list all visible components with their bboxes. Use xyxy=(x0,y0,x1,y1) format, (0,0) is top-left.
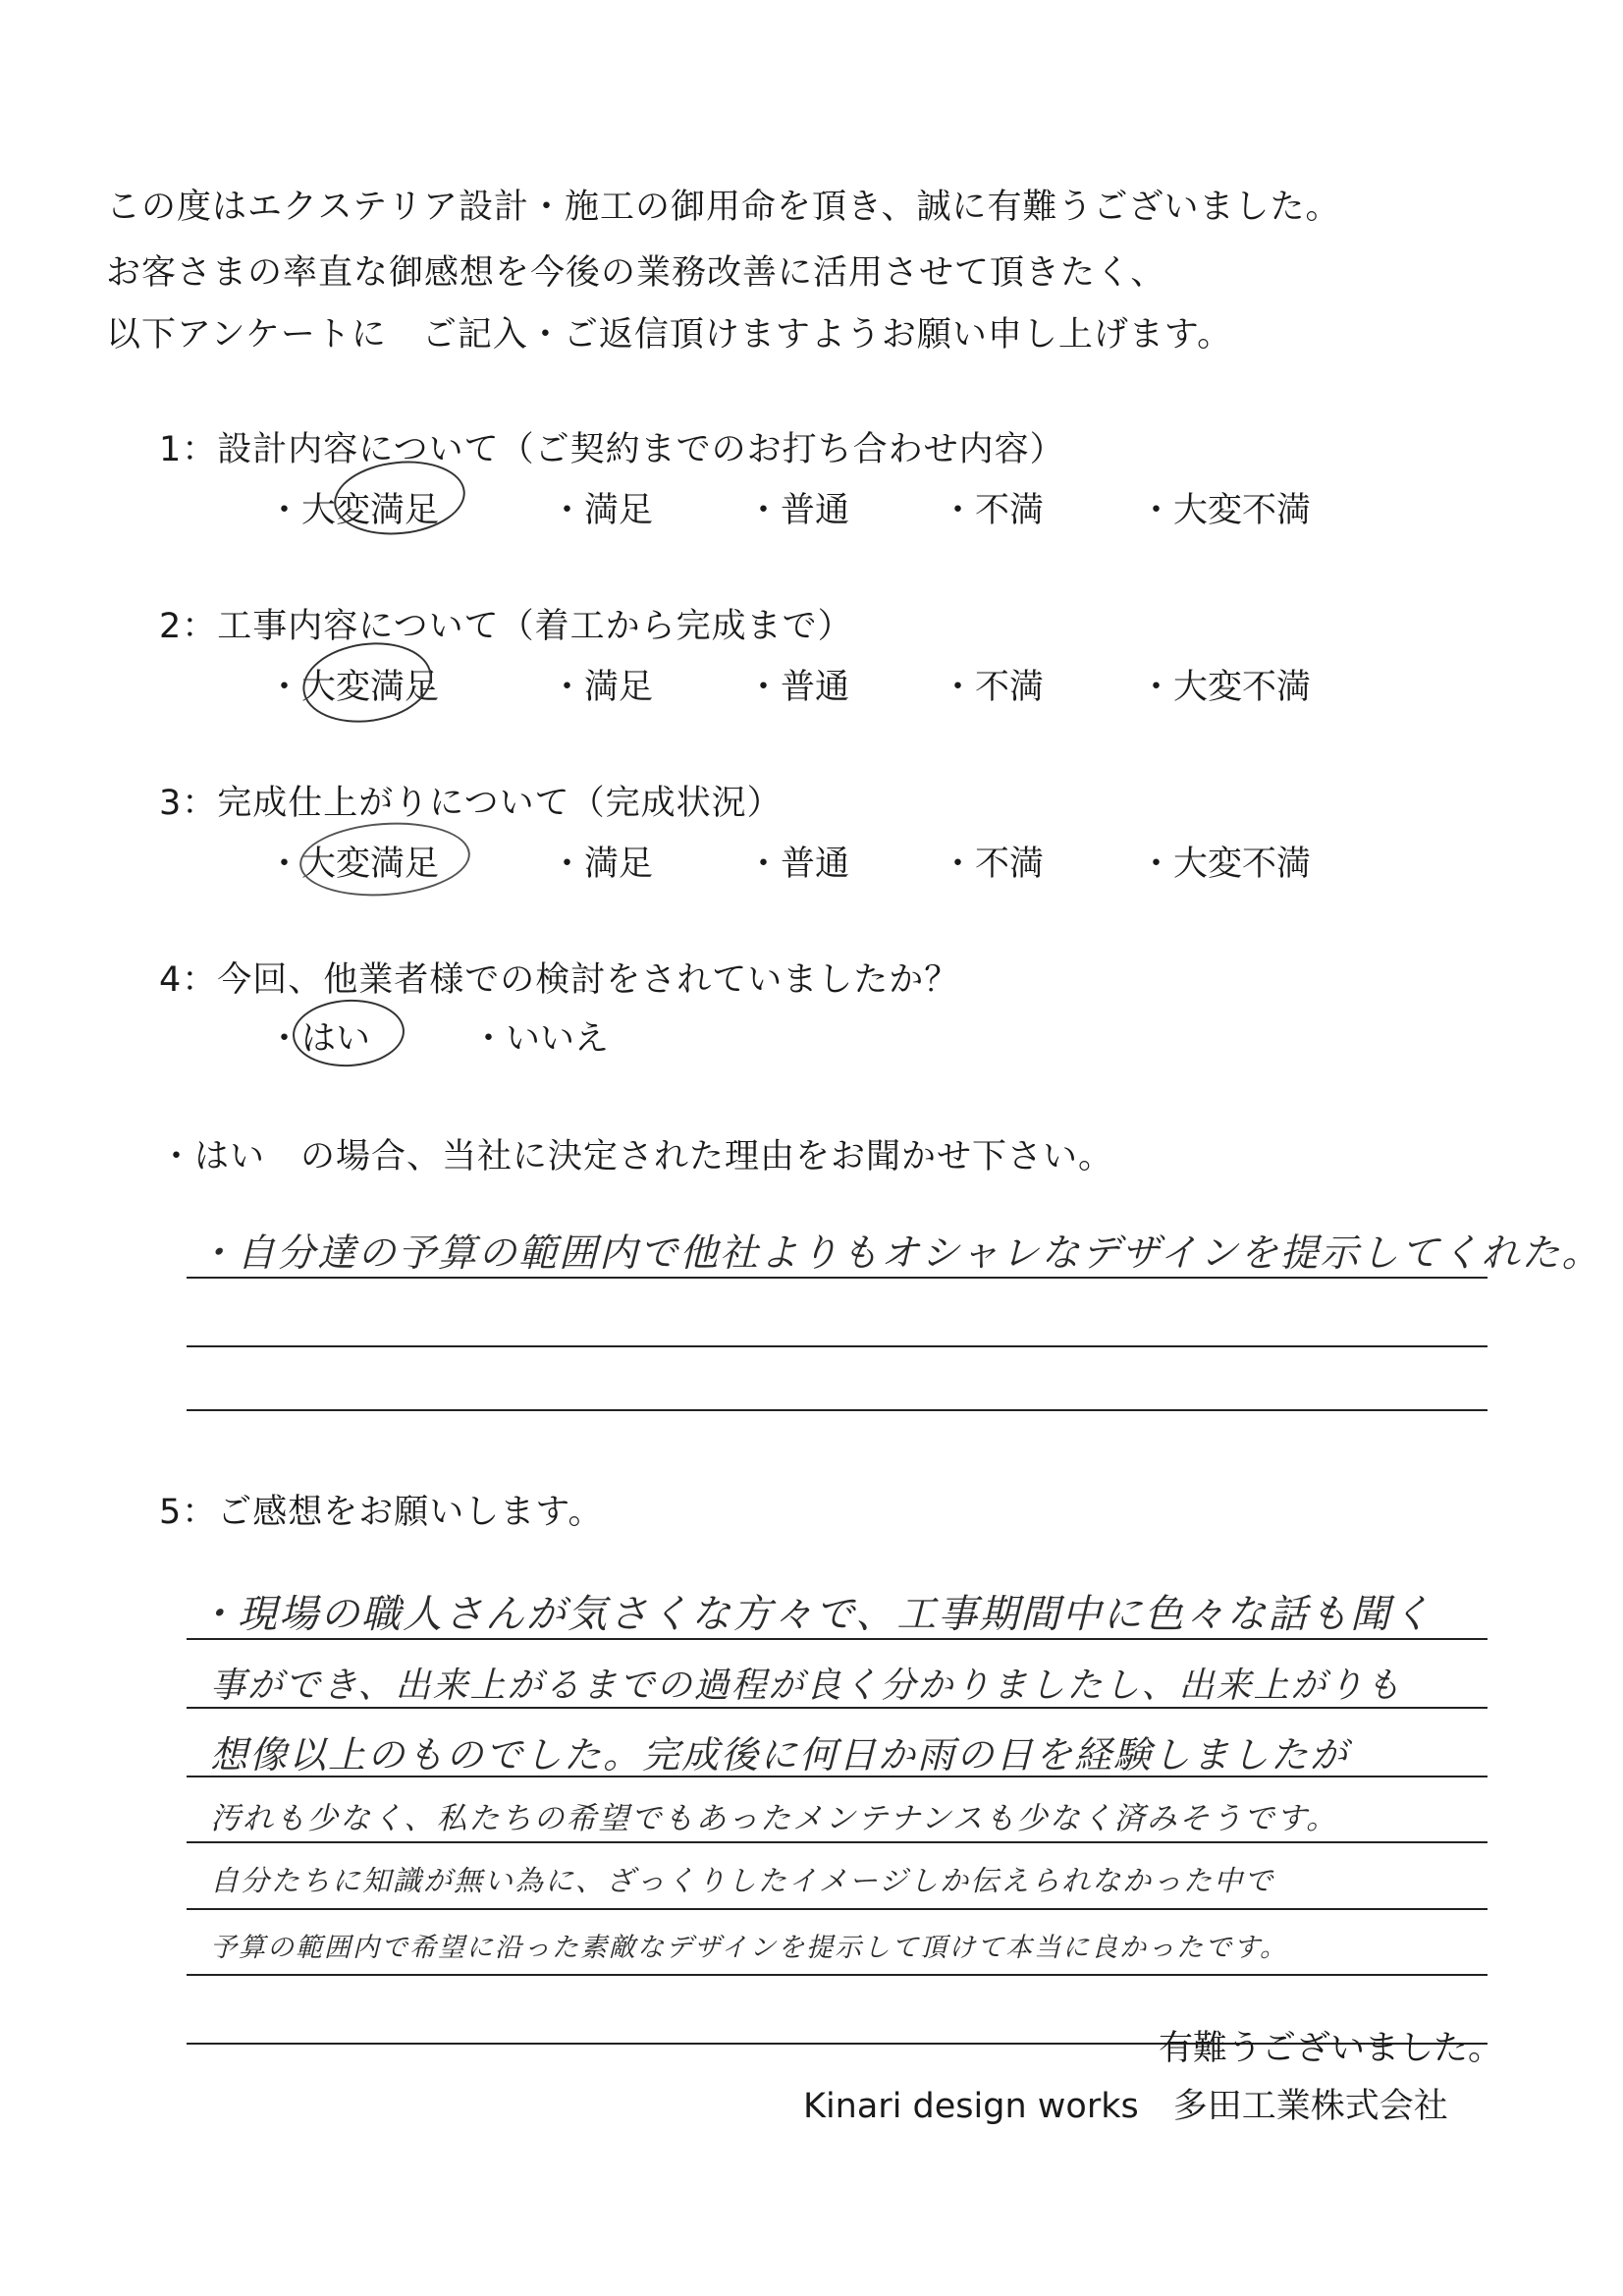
q2-option-very-satisfied[interactable]: ・大変満足 xyxy=(267,668,440,707)
q1-option-very-satisfied[interactable]: ・大変満足 xyxy=(267,491,440,530)
q3-option-dissatisfied[interactable]: ・不満 xyxy=(941,845,1045,884)
q2-option-very-dissatisfied[interactable]: ・大変不満 xyxy=(1139,668,1312,707)
q3-selection-circle xyxy=(298,817,473,902)
q1-option-very-dissatisfied[interactable]: ・大変不満 xyxy=(1139,491,1312,530)
company-signature: Kinari design works 多田工業株式会社 xyxy=(803,2087,1448,2126)
impression-line-3[interactable]: 想像以上のものでした。完成後に何日か雨の日を経験しましたが xyxy=(210,1733,1350,1777)
q1-option-dissatisfied[interactable]: ・不満 xyxy=(941,491,1045,530)
q2-option-normal[interactable]: ・普通 xyxy=(746,668,850,707)
impression-rule-4 xyxy=(187,1841,1488,1843)
q3-option-very-dissatisfied[interactable]: ・大変不満 xyxy=(1139,845,1312,884)
q3-option-satisfied[interactable]: ・満足 xyxy=(550,845,654,884)
impression-line-4[interactable]: 汚れも少なく、私たちの希望でもあったメンテナンスも少なく済みそうです。 xyxy=(210,1801,1339,1836)
reason-line-3 xyxy=(187,1409,1488,1411)
intro-line-3: 以下アンケートに ご記入・ご返信頂けますようお願い申し上げます。 xyxy=(106,315,1233,355)
q4-option-no[interactable]: ・いいえ xyxy=(471,1019,610,1059)
q3-option-very-satisfied[interactable]: ・大変満足 xyxy=(267,845,440,884)
impression-rule-2 xyxy=(187,1707,1488,1709)
question-1-label: 1：設計内容について（ご契約までのお打ち合わせ内容） xyxy=(159,430,1065,469)
impression-rule-5 xyxy=(187,1908,1488,1910)
question-4-label: 4：今回、他業者様での検討をされていましたか？ xyxy=(159,960,960,1000)
closing-thanks: 有難うございました。 xyxy=(1159,2029,1503,2068)
impression-line-1[interactable]: ・現場の職人さんが気さくな方々で、工事期間中に色々な話も聞く xyxy=(196,1592,1434,1637)
q3-option-normal[interactable]: ・普通 xyxy=(746,845,850,884)
q1-option-normal[interactable]: ・普通 xyxy=(746,491,850,530)
impression-rule-6 xyxy=(187,1974,1488,1976)
impression-line-6[interactable]: 予算の範囲内で希望に沿った素敵なデザインを提示して頂けて本当に良かったです。 xyxy=(210,1933,1288,1963)
impression-line-5[interactable]: 自分たちに知識が無い為に、ざっくりしたイメージしか伝えられなかった中で xyxy=(210,1864,1275,1897)
question-5-label: 5：ご感想をお願いします。 xyxy=(159,1493,604,1532)
q2-option-satisfied[interactable]: ・満足 xyxy=(550,668,654,707)
q2-selection-circle xyxy=(298,634,437,731)
question-3-label: 3：完成仕上がりについて（完成状況） xyxy=(159,784,783,823)
reason-label: ・はい の場合、当社に決定された理由をお聞かせ下さい。 xyxy=(159,1137,1114,1176)
intro-line-2: お客さまの率直な御感想を今後の業務改善に活用させて頂きたく、 xyxy=(106,253,1166,293)
q1-option-satisfied[interactable]: ・満足 xyxy=(550,491,654,530)
reason-line-2 xyxy=(187,1345,1488,1347)
impression-rule-1 xyxy=(187,1638,1488,1640)
impression-line-2[interactable]: 事ができ、出来上がるまでの過程が良く分かりましたし、出来上がりも xyxy=(210,1666,1403,1706)
q4-option-yes[interactable]: ・はい xyxy=(267,1019,371,1059)
q2-option-dissatisfied[interactable]: ・不満 xyxy=(941,668,1045,707)
reason-answer[interactable]: ・自分達の予算の範囲内で他社よりもオシャレなデザインを提示してくれた。 xyxy=(196,1231,1602,1276)
intro-line-1: この度はエクステリア設計・施工の御用命を頂き、誠に有難うございました。 xyxy=(106,188,1341,227)
impression-rule-3 xyxy=(187,1776,1488,1777)
reason-line-1 xyxy=(187,1277,1488,1279)
question-2-label: 2：工事内容について（着工から完成まで） xyxy=(159,607,853,646)
